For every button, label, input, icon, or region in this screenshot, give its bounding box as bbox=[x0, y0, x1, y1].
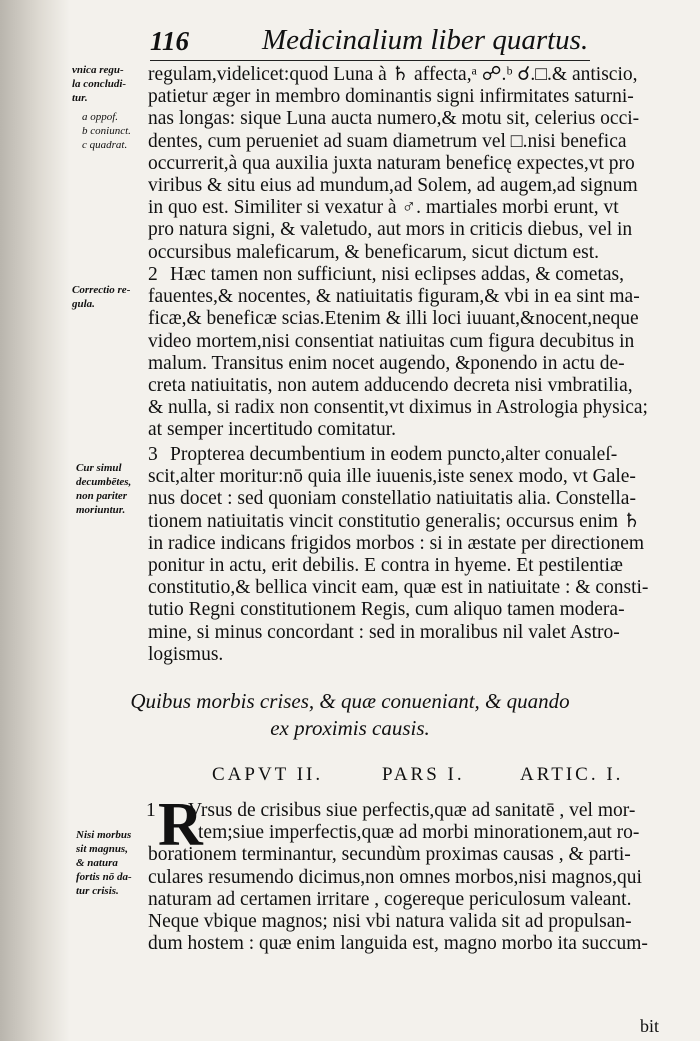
section-title bbox=[0, 688, 700, 742]
text-line: occurrerit,à qua auxilia juxta naturam beneficę expectes,vt pro bbox=[148, 152, 635, 174]
text-line: tionem natiuitatis vincit constitutio generalis; occursus enim ♄ bbox=[148, 510, 641, 532]
pars-label: PARS I. bbox=[382, 764, 465, 785]
drop-capital: R bbox=[158, 791, 203, 859]
text-line: viribus & situ eius ad mundum,ad Solem, ad augem,ad signum bbox=[148, 174, 638, 196]
text-line: pro natura signi, & valetudo, aut mors in criticis diebus, vel in bbox=[148, 219, 633, 241]
text-line: ponitur in actu, erit debilis. E contra in hyeme. Et pestilentiæ bbox=[148, 554, 623, 576]
running-header bbox=[150, 20, 590, 61]
margin-note-unica-regula bbox=[72, 63, 144, 105]
text-line: scit,alter moritur:nō quia ille iuuenis,iste senex modo, vt Gale- bbox=[148, 466, 636, 488]
margin-line: c quadrat. bbox=[82, 139, 128, 151]
text-line: & nulla, si radix non consentit,vt diximus in Astrologia physica; bbox=[148, 397, 648, 419]
margin-note-nisi-morbus bbox=[76, 828, 148, 898]
text-line bbox=[148, 264, 673, 286]
page-number: 116 bbox=[150, 26, 190, 56]
text-line: creta natiuitatis, non autem adducendo decreta nisi vmbratilia, bbox=[148, 374, 633, 396]
text-line: dum hostem : quæ enim languida est, magno morbo ita succum- bbox=[148, 933, 648, 955]
text-line: occursibus maleficarum, & beneficarum, sicut dictum est. bbox=[148, 241, 600, 263]
text-line: in quo est. Similiter si vexatur à ♂. martiales morbi erunt, vt bbox=[148, 197, 619, 219]
text-line: patietur æger in membro dominantis signi infirmitates saturni- bbox=[148, 86, 634, 108]
text-line: constitutio,& bellica vincit eam, quæ est in natiuitate : & consti- bbox=[148, 577, 649, 599]
margin-line: a oppof. bbox=[82, 111, 119, 123]
text-line-content: Hæc tamen non sufficiunt, nisi eclipses addas, & cometas, bbox=[170, 264, 625, 285]
margin-line: non pariter bbox=[76, 490, 128, 502]
margin-line: & natura bbox=[76, 857, 118, 869]
margin-line: vnica regu- bbox=[72, 64, 124, 76]
margin-line: decumbētes, bbox=[76, 476, 132, 488]
text-line: nas longas: sique Luna aucta numero,& motu sit, celerius occi- bbox=[148, 108, 640, 130]
text-line: logismus. bbox=[148, 643, 224, 665]
paragraph-3 bbox=[148, 444, 673, 666]
section-title-line: Quibus morbis crises, & quæ conueniant, & quando bbox=[130, 689, 570, 713]
margin-line: tur crisis. bbox=[76, 885, 119, 897]
margin-line: la concludi- bbox=[72, 78, 127, 90]
artic-label: ARTIC. I. bbox=[520, 764, 624, 785]
section-title-line: ex proximis causis. bbox=[270, 716, 430, 740]
text-line: at semper incertitudo comitatur. bbox=[148, 419, 397, 441]
paragraph-number: 1 bbox=[146, 800, 156, 821]
caput-label: CAPVT II. bbox=[212, 764, 324, 785]
text-line: in radice indicans frigidos morbos : si in æstate per directionem bbox=[148, 532, 645, 554]
paragraph-4 bbox=[148, 800, 673, 955]
text-line: tem;siue imperfectis,quæ ad morbi minorationem,aut ro- bbox=[198, 822, 640, 844]
text-line: Vrsus de crisibus siue perfectis,quæ ad sanitatē , vel mor- bbox=[188, 800, 636, 821]
margin-line: Cur simul bbox=[76, 462, 122, 474]
text-line: naturam ad certamen irritare , cogereque periculosum valeant. bbox=[148, 888, 632, 910]
text-line: culares resumendo dicimus,non omnes morbos,nisi magnos,qui bbox=[148, 866, 642, 888]
catchword: bit bbox=[640, 1016, 660, 1036]
margin-note-cur-simul bbox=[76, 461, 148, 517]
text-line bbox=[148, 444, 673, 466]
paragraph-1 bbox=[148, 64, 673, 264]
paragraph-number: 3 bbox=[148, 444, 158, 465]
margin-line: tur. bbox=[72, 92, 88, 104]
margin-line: gula. bbox=[72, 298, 95, 310]
page-edge-shadow bbox=[0, 0, 70, 1041]
margin-line: Correctio re- bbox=[72, 284, 131, 296]
margin-line: Nisi morbus bbox=[76, 829, 132, 841]
text-line: dentes, cum perueniet ad suam diametrum vel □.nisi benefica bbox=[148, 130, 627, 152]
text-line: mine, si minus concordant : sed in moralibus nil valet Astro- bbox=[148, 621, 620, 643]
text-line: regulam,videlicet:quod Luna à ♄ affecta,ᵃ ☍.ᵇ ☌.□.& antiscio, bbox=[148, 64, 638, 85]
text-line: ficæ,& beneficæ scias.Etenim & illi loci iuuant,&nocent,neque bbox=[148, 308, 639, 330]
text-line: Neque vbique magnos; nisi vbi natura valida sit ad propulsan- bbox=[148, 910, 632, 932]
margin-line: sit magnus, bbox=[76, 843, 128, 855]
text-line: borationem terminantur, secundùm proximas causas , & parti- bbox=[148, 844, 631, 866]
paragraph-2 bbox=[148, 264, 673, 442]
text-line: tutio Regni constitutionem Regis, cum aliquo tamen modera- bbox=[148, 599, 625, 621]
running-head-title: Medicinalium liber quartus. bbox=[262, 24, 589, 56]
margin-line: moriuntur. bbox=[76, 504, 126, 516]
margin-line: b coniunct. bbox=[82, 125, 131, 137]
paragraph-number: 2 bbox=[148, 264, 158, 285]
margin-note-correctio bbox=[72, 283, 144, 311]
text-line: malum. Transitus enim nocet augendo, &ponendo in actu de- bbox=[148, 352, 625, 374]
text-line: nus docet : sed quoniam constellatio natiuitatis alia. Constella- bbox=[148, 488, 636, 510]
margin-note-sigla bbox=[82, 110, 154, 152]
margin-line: fortis nō da- bbox=[76, 871, 132, 883]
text-line: video mortem,nisi consentiat natiuitas cum figura decubitus in bbox=[148, 330, 635, 352]
text-line-content: Propterea decumbentium in eodem puncto,alter conualeſ- bbox=[170, 444, 618, 465]
text-line: fauentes,& nocentes, & natiuitatis figuram,& vbi in ea sint ma- bbox=[148, 286, 640, 308]
